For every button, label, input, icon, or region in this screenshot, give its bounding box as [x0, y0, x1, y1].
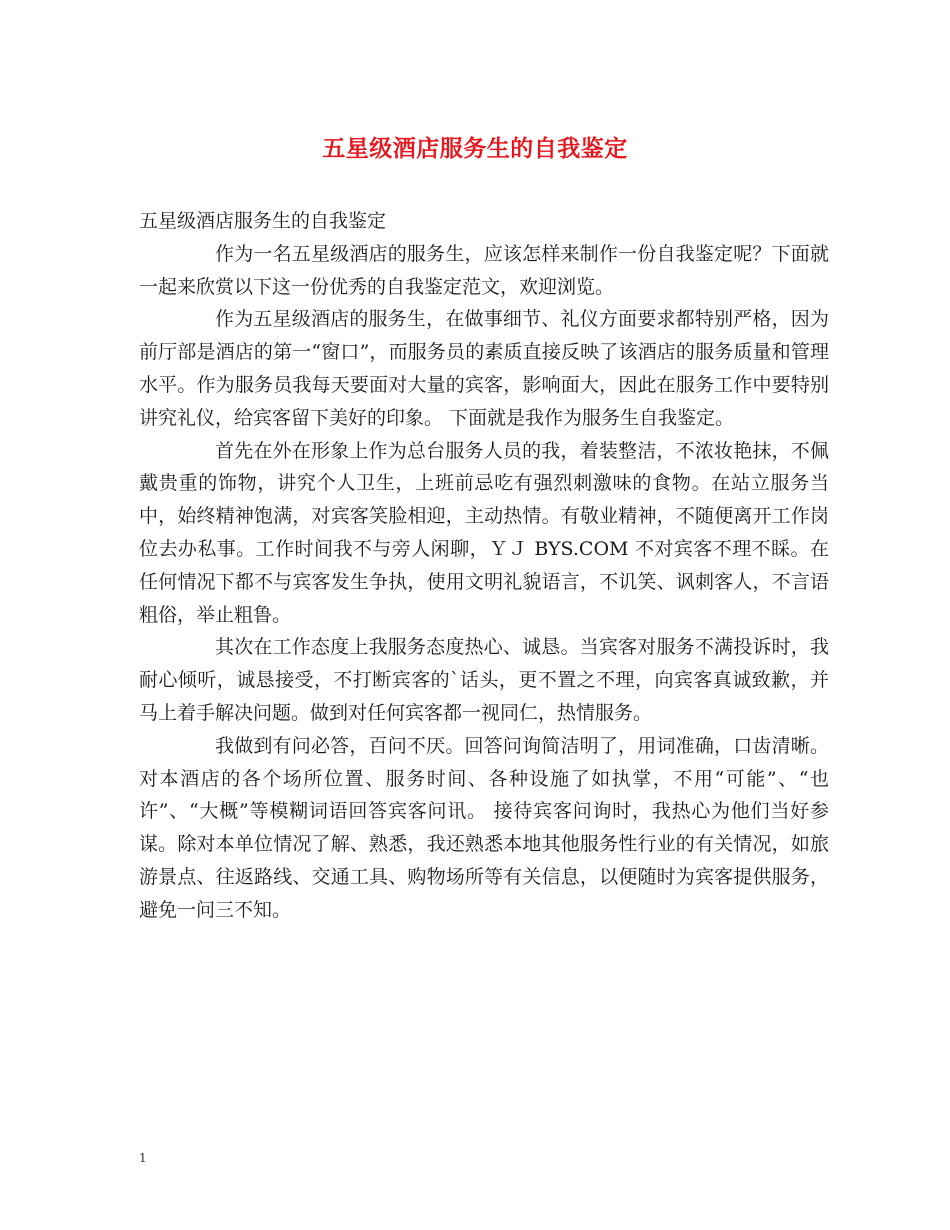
document-subtitle: 五星级酒店服务生的自我鉴定 — [139, 210, 387, 232]
paragraph-intro: 作为一名五星级酒店的服务生，应该怎样来制作一份自我鉴定呢？下面就一起来欣赏以下这一份优秀的自我鉴定范文，欢迎浏览。 — [139, 242, 829, 298]
paragraph-appearance: 首先在外在形象上作为总台服务人员的我，着装整洁，不浓妆艳抹，不佩戴贵重的饰物，讲究个人卫生，上班前忌吃有强烈刺激味的食物。在站立服务当中，始终精神饱满，对宾客笑脸相迎，主动热情。有敬业精神，不随便离开工作岗位去办私事。工作时间我不与旁人闲聊，ＹＪ BYS.COM 不对宾客不理不睬。在任何情况下都不与宾客发生争执，使用文明礼貌语言，不讥笑、讽刺客人，不言语粗俗，举止粗鲁。 — [139, 439, 829, 626]
paragraph-etiquette: 作为五星级酒店的服务生，在做事细节、礼仪方面要求都特别严格，因为前厅部是酒店的第一“窗口”，而服务员的素质直接反映了该酒店的服务质量和管理水平。作为服务员我每天要面对大量的宾客，影响面大，因此在服务工作中要特别讲究礼仪，给宾客留下美好的印象。 下面就是我作为服务生自我鉴定。 — [139, 308, 829, 429]
paragraph-attitude: 其次在工作态度上我服务态度热心、诚恳。当宾客对服务不满投诉时，我耐心倾听，诚恳接受，不打断宾客的`话头，更不置之不理，向宾客真诚致歉，并马上着手解决问题。做到对任何宾客都一视同仁，热情服务。 — [139, 636, 829, 724]
paragraph-inquiries: 我做到有问必答，百问不厌。回答问询简洁明了，用词准确，口齿清晰。对本酒店的各个场所位置、服务时间、各种设施了如执掌，不用“可能”、“也许”、“大概”等模糊词语回答宾客问讯。 接待宾客问询时，我热心为他们当好参谋。除对本单位情况了解、熟悉，我还熟悉本地其他服务性行业的有关情况，如旅游景点、往返路线、交通工具、购物场所等有关信息，以便随时为宾客提供服务，避免一问三不知。 — [139, 734, 829, 921]
document-title: 五星级酒店服务生的自我鉴定 — [322, 135, 628, 162]
page-number: 1 — [139, 1151, 147, 1165]
document-body — [139, 205, 829, 927]
